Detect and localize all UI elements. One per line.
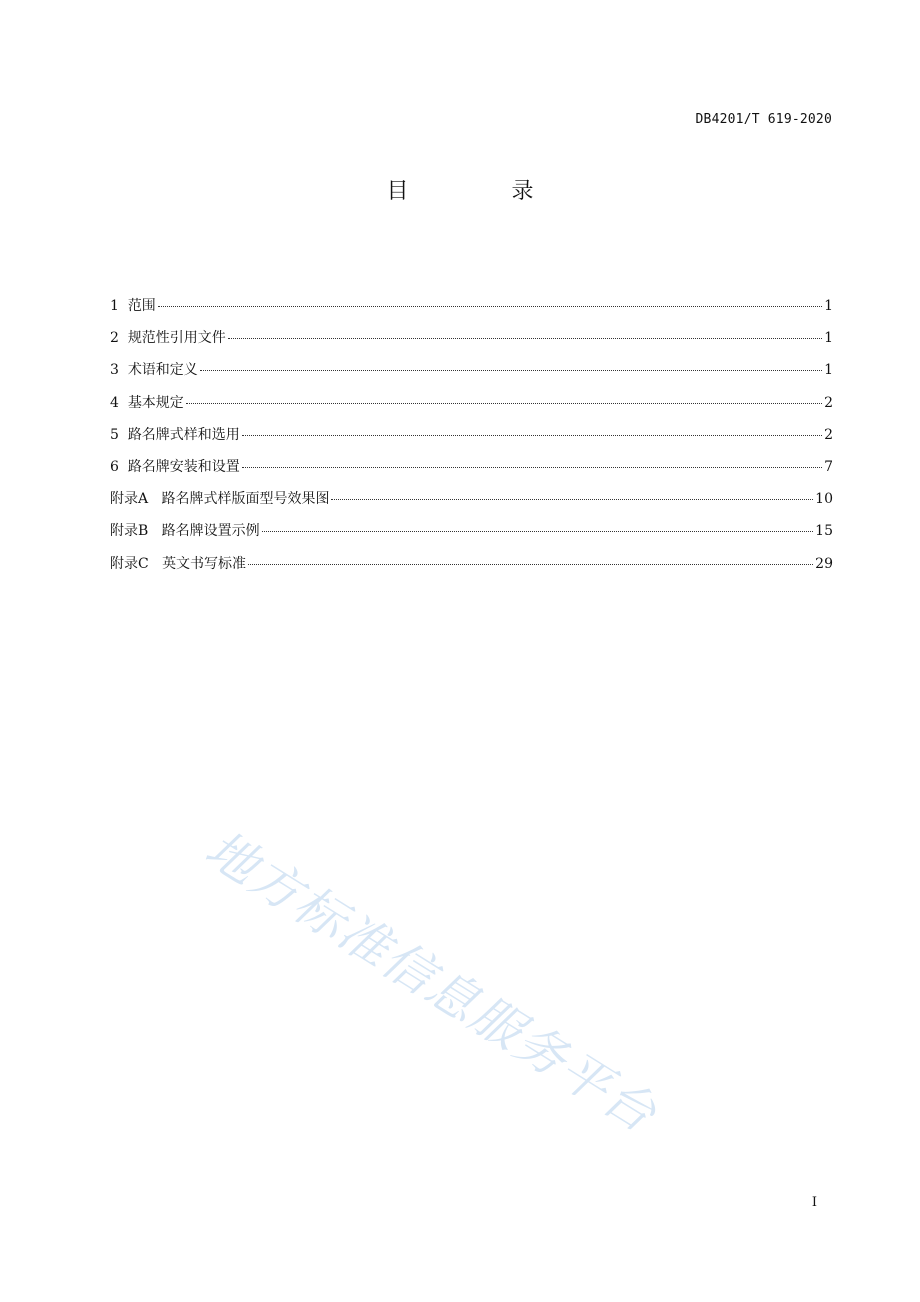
toc-dot-leader: [248, 564, 813, 565]
toc-dot-leader: [262, 531, 814, 532]
toc-entry[interactable]: [110, 393, 833, 425]
toc-entry-title: 英文书写标准: [162, 555, 247, 572]
toc-dot-leader: [331, 499, 813, 500]
toc-dot-leader: [242, 467, 822, 468]
toc-entry-title: 范围: [127, 298, 156, 314]
toc-entry[interactable]: [110, 457, 833, 489]
toc-entry-number: 4: [110, 394, 128, 411]
toc-entry[interactable]: [110, 521, 833, 553]
toc-entry[interactable]: [110, 489, 833, 521]
toc-dot-leader: [186, 403, 822, 404]
table-of-contents: [110, 296, 833, 586]
toc-entry[interactable]: [110, 296, 833, 328]
toc-entry-page: 1: [824, 362, 833, 379]
toc-entry-title: 路名牌式样和选用: [127, 426, 240, 443]
toc-entry-number: 2: [110, 330, 128, 347]
toc-title: 目 录: [386, 179, 582, 204]
toc-entry-page: 1: [824, 298, 833, 314]
toc-entry-page: 7: [824, 458, 833, 475]
toc-dot-leader: [158, 306, 822, 307]
toc-entry[interactable]: [110, 360, 833, 392]
toc-entry-page: 10: [815, 491, 833, 508]
document-code: DB4201/T 619-2020: [695, 112, 832, 127]
toc-entry-page: 29: [815, 555, 833, 572]
toc-entry-page: 2: [824, 394, 833, 411]
toc-dot-leader: [242, 435, 822, 436]
toc-entry-number: 附录A: [110, 491, 162, 508]
toc-entry[interactable]: [110, 554, 833, 586]
watermark: 地方标准信息服务平台: [195, 819, 668, 1145]
toc-entry-page: 15: [815, 523, 833, 540]
toc-entry-title: 术语和定义: [127, 362, 198, 379]
toc-entry-number: 附录B: [110, 523, 162, 540]
page-number: I: [811, 1195, 817, 1210]
toc-dot-leader: [200, 370, 822, 371]
toc-entry[interactable]: [110, 425, 833, 457]
toc-entry-number: 6: [110, 458, 128, 475]
toc-entry-page: 2: [824, 426, 833, 443]
toc-entry-number: 1: [110, 298, 128, 314]
toc-entry-title: 路名牌式样版面型号效果图: [161, 491, 330, 508]
toc-entry-title: 路名牌设置示例: [161, 523, 260, 540]
toc-entry-title: 规范性引用文件: [127, 330, 226, 347]
toc-entry-title: 路名牌安装和设置: [127, 458, 240, 475]
toc-entry[interactable]: [110, 328, 833, 360]
toc-entry-number: 5: [110, 426, 128, 443]
toc-dot-leader: [228, 338, 822, 339]
toc-entry-title: 基本规定: [127, 394, 184, 411]
toc-entry-page: 1: [824, 330, 833, 347]
toc-entry-number: 附录C: [110, 555, 163, 572]
toc-entry-number: 3: [110, 362, 128, 379]
